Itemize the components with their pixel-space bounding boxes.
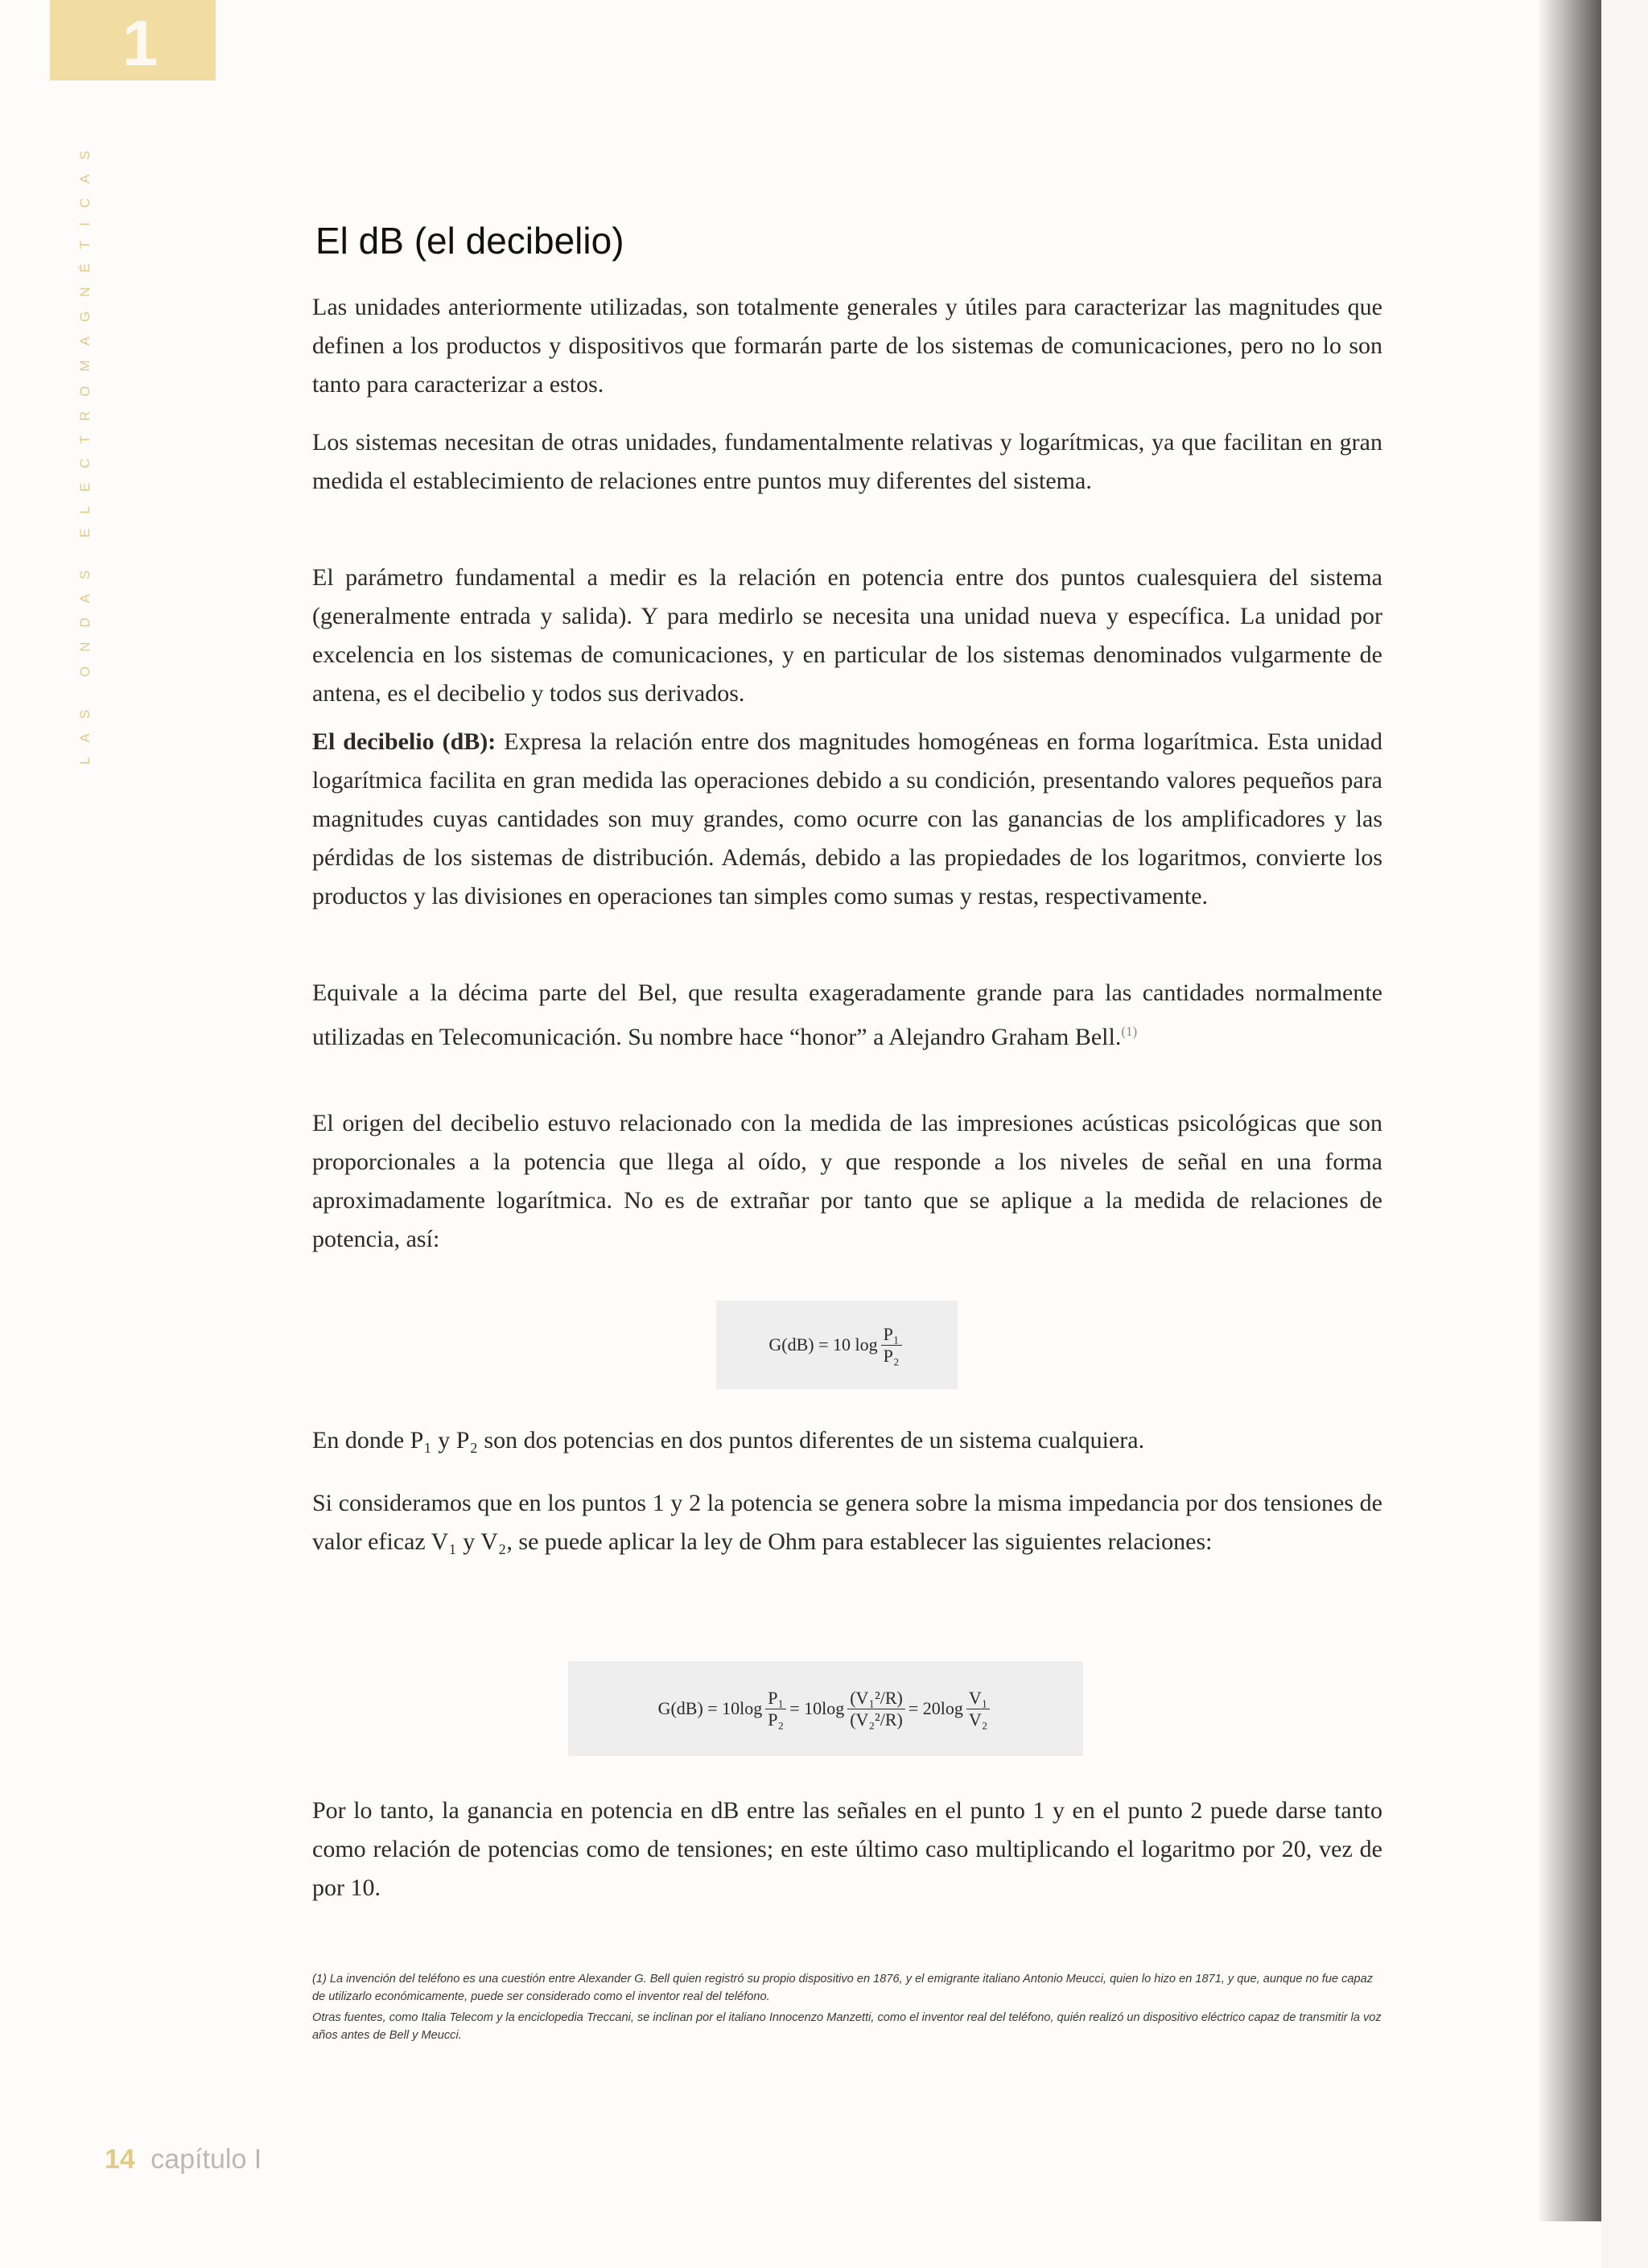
formula-lhs: G(dB) = 10log	[657, 1698, 763, 1718]
formula-gain-power	[716, 1301, 958, 1389]
paragraph-6: El origen del decibelio estuvo relacionado con la medida de las impresiones acústicas psicológicas que son proporcionales a la potencia que llega al oído, y que responde a los niveles de señal en una forma aproximadamente logarítmica. No es de extrañar por tanto que se aplique a la medida de relaciones de potencia, así:	[312, 1110, 1382, 1252]
running-vertical-title: LAS ONDAS ELECTROMAGNÉTICAS	[77, 136, 93, 765]
fraction-denominator: P₂	[883, 1345, 900, 1366]
fraction-numerator: V₁	[966, 1689, 991, 1709]
paragraph-4-body: Expresa la relación entre dos magnitudes homogéneas en forma logarítmica. Esta unidad logarítmica facilita en gran medida las operaciones debido a su condición, presentando valores pequeños para magnitudes cuyas cantidades son muy grandes, como ocurre con las ganancias de los amplificadores y las pérdidas de los sistemas de distribución. Además, debido a las propiedades de los logaritmos, convierte los productos y las divisiones en operaciones tan simples como sumas y restas, respectivamente.	[312, 728, 1382, 909]
paragraph-3: El parámetro fundamental a medir es la relación en potencia entre dos puntos cualesquiera del sistema (generalmente entrada y salida). Y para medirlo se necesita una unidad nueva y específica. La unidad por excelencia en los sistemas de comunicaciones, y en particular de los sistemas denominados vulgarmente de antena, es el decibelio y todos sus derivados.	[312, 564, 1382, 707]
paragraph-5	[312, 974, 1382, 1057]
fraction-voltage	[966, 1689, 991, 1729]
chapter-tab	[50, 0, 216, 80]
fraction-numerator: P₁	[765, 1689, 786, 1709]
fraction-power	[765, 1689, 786, 1729]
page-number: 14	[105, 2144, 135, 2175]
fraction-power	[881, 1323, 902, 1366]
footnote-reference: (1)	[1121, 1024, 1138, 1039]
section-title: El dB (el decibelio)	[315, 220, 624, 262]
paragraph-4	[312, 723, 1382, 916]
decibel-term: El decibelio (dB):	[312, 728, 496, 755]
scan-margin	[1601, 0, 1648, 2268]
paragraph-9: Por lo tanto, la ganancia en potencia en dB entre las señales en el punto 1 y en el punto 2 puede darse tanto como relación de potencias como de tensiones; en este último caso multiplicando el logaritmo por 20, vez de por 10.	[312, 1797, 1382, 1901]
page-footer	[105, 2144, 262, 2175]
fraction-numerator: (V₁²/R)	[847, 1689, 905, 1709]
formula-middle: = 10log	[789, 1698, 845, 1718]
fraction-numerator: P₁	[881, 1326, 902, 1346]
paragraph-2: Los sistemas necesitan de otras unidades, fundamentalmente relativas y logarítmicas, ya que facilitan en gran medida el establecimiento de relaciones entre puntos muy diferentes del sistema.	[312, 429, 1382, 494]
chapter-number: 1	[122, 7, 159, 79]
paragraph-7: En donde P₁ y P₂ son dos potencias en dos puntos diferentes de un sistema cualquiera.	[312, 1427, 1145, 1454]
fraction-denominator: V₂	[968, 1709, 988, 1730]
formula-end: = 20log	[908, 1698, 963, 1718]
fraction-denominator: P₂	[768, 1709, 785, 1730]
footnote-2: Otras fuentes, como Italia Telecom y la enciclopedia Treccani, se inclinan por el italiano Innocenzo Manzetti, como el inventor real del teléfono, quién realizó un dispositivo eléctrico capaz de transmitir la voz años antes de Bell y Meucci.	[312, 2011, 1382, 2042]
paragraph-8: Si consideramos que en los puntos 1 y 2 la potencia se genera sobre la misma impedancia por dos tensiones de valor eficaz V₁ y V₂, se puede aplicar la ley de Ohm para establecer las siguientes relaciones:	[312, 1490, 1382, 1555]
formula-lhs: G(dB) = 10 log	[768, 1334, 878, 1355]
fraction-denominator: (V₂²/R)	[850, 1709, 903, 1730]
paragraph-1: Las unidades anteriormente utilizadas, son totalmente generales y útiles para caracterizar las magnitudes que definen a los productos y dispositivos que formarán parte de los sistemas de comunicaciones, pero no lo son tanto para caracterizar a estos.	[312, 294, 1382, 398]
formula-gain-voltage	[568, 1661, 1083, 1756]
book-spine-shadow	[1537, 0, 1609, 2221]
paragraph-5-body: Equivale a la décima parte del Bel, que resulta exageradamente grande para las cantidades normalmente utilizadas en Telecomunicación. Su nombre hace “honor” a Alejandro Graham Bell.	[312, 979, 1382, 1050]
fraction-voltage-squared	[847, 1689, 905, 1729]
footnote-1: (1) La invención del teléfono es una cuestión entre Alexander G. Bell quien registró su propio dispositivo en 1876, y el emigrante italiano Antonio Meucci, quien lo hizo en 1871, y que, aunque no fue capaz de utilizarlo económicamente, puede ser considerado como el inventor real del teléfono.	[312, 1973, 1374, 2003]
chapter-label: capítulo I	[150, 2144, 262, 2175]
footnotes	[312, 1970, 1382, 2047]
